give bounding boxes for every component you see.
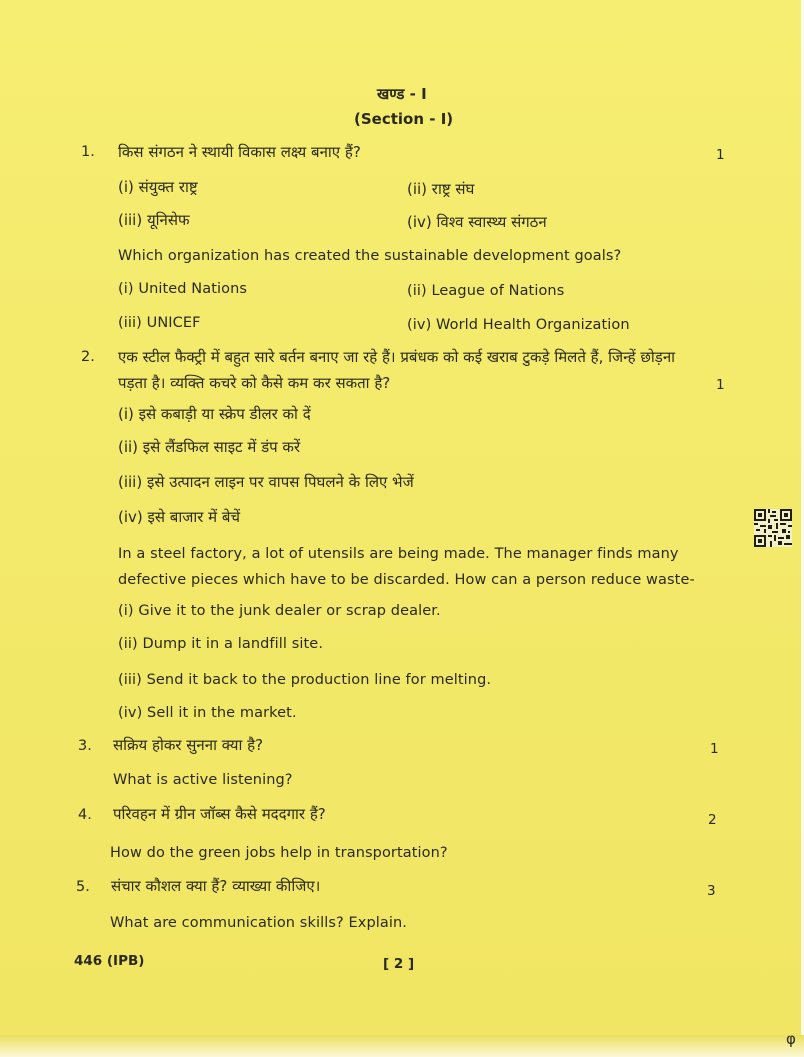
question-number: 1. xyxy=(81,144,95,160)
question-3-marks: 1 xyxy=(710,741,719,757)
q2-option-hindi: (iv) इसे बाजार में बेचें xyxy=(118,508,240,526)
question-number: 4. xyxy=(78,807,92,823)
question-2-hindi-line2: पड़ता है। व्यक्ति कचरे को कैसे कम कर सकता है? xyxy=(118,374,391,392)
q1-option-hindi: (ii) राष्ट्र संघ xyxy=(407,180,475,198)
q2-option-hindi: (ii) इसे लैंडफिल साइट में डंप करें xyxy=(118,438,301,456)
question-4-hindi: परिवहन में ग्रीन जॉब्स कैसे मददगार हैं? xyxy=(113,805,326,823)
q1-option-english: (iv) World Health Organization xyxy=(407,317,630,333)
section-heading-hindi: खण्ड - I xyxy=(377,85,427,103)
q1-option-hindi: (iii) यूनिसेफ xyxy=(118,211,190,229)
question-4-english: How do the green jobs help in transportation? xyxy=(110,845,448,861)
q2-option-hindi: (i) इसे कबाड़ी या स्क्रेप डीलर को दें xyxy=(118,405,311,423)
q1-option-english: (i) United Nations xyxy=(118,281,248,297)
q2-option-hindi: (iii) इसे उत्पादन लाइन पर वापस पिघलने के लिए भेजें xyxy=(118,473,414,491)
page-bottom-edge xyxy=(0,1035,804,1057)
question-number: 2. xyxy=(81,349,95,365)
question-4-marks: 2 xyxy=(708,812,717,828)
question-1-marks: 1 xyxy=(716,147,725,163)
q1-option-hindi: (iv) विश्व स्वास्थ्य संगठन xyxy=(407,213,547,231)
page-number: [ 2 ] xyxy=(383,956,415,972)
question-2-hindi-line1: एक स्टील फैक्ट्री में बहुत सारे बर्तन बनाए जा रहे हैं। प्रबंधक को कई खराब टुकड़े मिलते हैं, जिन्हें छोड़ना xyxy=(118,348,676,366)
question-2-english-line1: In a steel factory, a lot of utensils are being made. The manager finds many xyxy=(118,546,679,562)
question-3-english: What is active listening? xyxy=(113,772,293,788)
q2-option-english: (iii) Send it back to the production line for melting. xyxy=(118,672,492,688)
q2-option-english: (i) Give it to the junk dealer or scrap dealer. xyxy=(118,603,441,619)
question-5-hindi: संचार कौशल क्या हैं? व्याख्या कीजिए। xyxy=(111,877,321,895)
qr-code-icon xyxy=(754,509,792,547)
question-3-hindi: सक्रिय होकर सुनना क्या है? xyxy=(113,736,264,754)
q1-option-english: (iii) UNICEF xyxy=(118,315,201,331)
question-number: 5. xyxy=(76,879,90,895)
question-5-marks: 3 xyxy=(707,883,716,899)
corner-symbol: φ xyxy=(786,1030,796,1048)
q2-option-english: (iv) Sell it in the market. xyxy=(118,705,297,721)
question-5-english: What are communication skills? Explain. xyxy=(110,915,407,931)
q1-option-english: (ii) League of Nations xyxy=(407,283,565,299)
q1-option-hindi: (i) संयुक्त राष्ट्र xyxy=(118,178,198,196)
question-number: 3. xyxy=(78,738,92,754)
question-1-english: Which organization has created the sustainable development goals? xyxy=(118,248,622,264)
paper-code: 446 (IPB) xyxy=(74,953,145,969)
question-2-marks: 1 xyxy=(716,377,725,393)
section-heading-english: (Section - I) xyxy=(354,110,454,128)
q2-option-english: (ii) Dump it in a landfill site. xyxy=(118,636,324,652)
question-2-english-line2: defective pieces which have to be discarded. How can a person reduce waste- xyxy=(118,572,695,588)
question-1-hindi: किस संगठन ने स्थायी विकास लक्ष्य बनाए हैं? xyxy=(118,143,361,161)
